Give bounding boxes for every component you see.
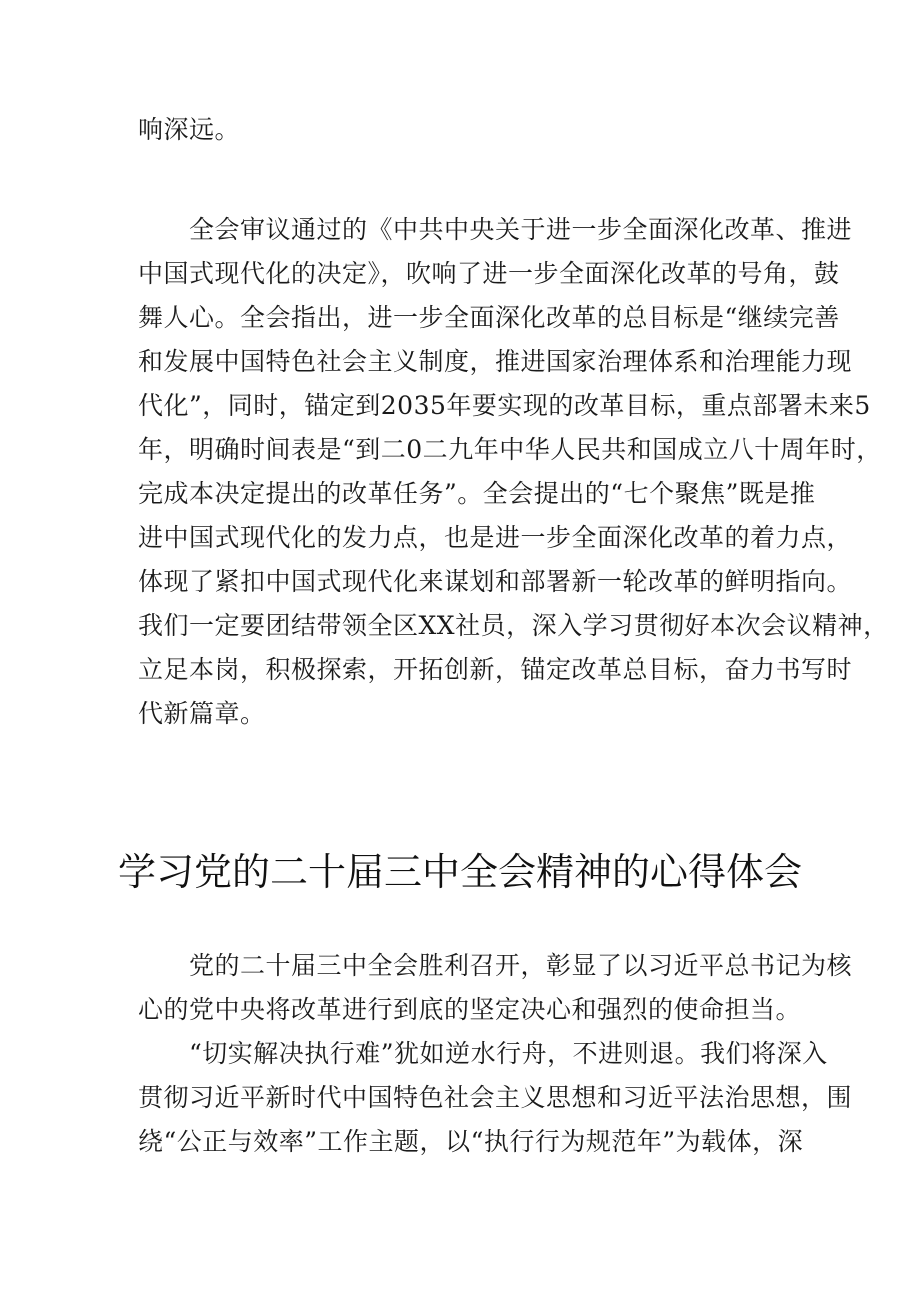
body-line: “切实解决执行难”犹如逆水行舟，不进则退。我们将深入 xyxy=(138,1039,828,1068)
body-line: 绕“公正与效率”工作主题，以“执行行为规范年”为载体，深 xyxy=(138,1127,804,1156)
body-line: 进中国式现代化的发力点，也是进一步全面深化改革的着力点， xyxy=(138,523,853,552)
body-line: 响深远。 xyxy=(138,115,241,144)
body-line: 舞人心。全会指出，进一步全面深化改革的总目标是“继续完善 xyxy=(138,303,840,332)
body-line: 代新篇章。 xyxy=(138,699,266,728)
body-line: 和发展中国特色社会主义制度，推进国家治理体系和治理能力现 xyxy=(138,347,853,376)
body-line: 体现了紧扣中国式现代化来谋划和部署新一轮改革的鲜明指向。 xyxy=(138,567,853,596)
body-line: 完成本决定提出的改革任务”。全会提出的“七个聚焦”既是推 xyxy=(138,479,816,508)
body-line: 年，明确时间表是“到二0二九年中华人民共和国成立八十周年时， xyxy=(138,435,882,464)
body-line: 我们一定要团结带领全区XX社员，深入学习贯彻好本次会议精神， xyxy=(138,611,889,640)
body-line: 代化”，同时，锚定到2035年要实现的改革目标，重点部署未来5 xyxy=(138,391,871,420)
body-line: 贯彻习近平新时代中国特色社会主义思想和习近平法治思想，围 xyxy=(138,1083,853,1112)
body-line: 全会审议通过的《中共中央关于进一步全面深化改革、推进 xyxy=(138,215,853,244)
body-line: 中国式现代化的决定》，吹响了进一步全面深化改革的号角，鼓 xyxy=(138,259,840,288)
body-line: 立足本岗，积极探索，开拓创新，锚定改革总目标，奋力书写时 xyxy=(138,655,853,684)
section-heading: 学习党的二十届三中全会精神的心得体会 xyxy=(117,850,802,894)
body-line: 心的党中央将改革进行到底的坚定决心和强烈的使命担当。 xyxy=(138,995,802,1024)
body-line: 党的二十届三中全会胜利召开，彰显了以习近平总书记为核 xyxy=(138,951,853,980)
